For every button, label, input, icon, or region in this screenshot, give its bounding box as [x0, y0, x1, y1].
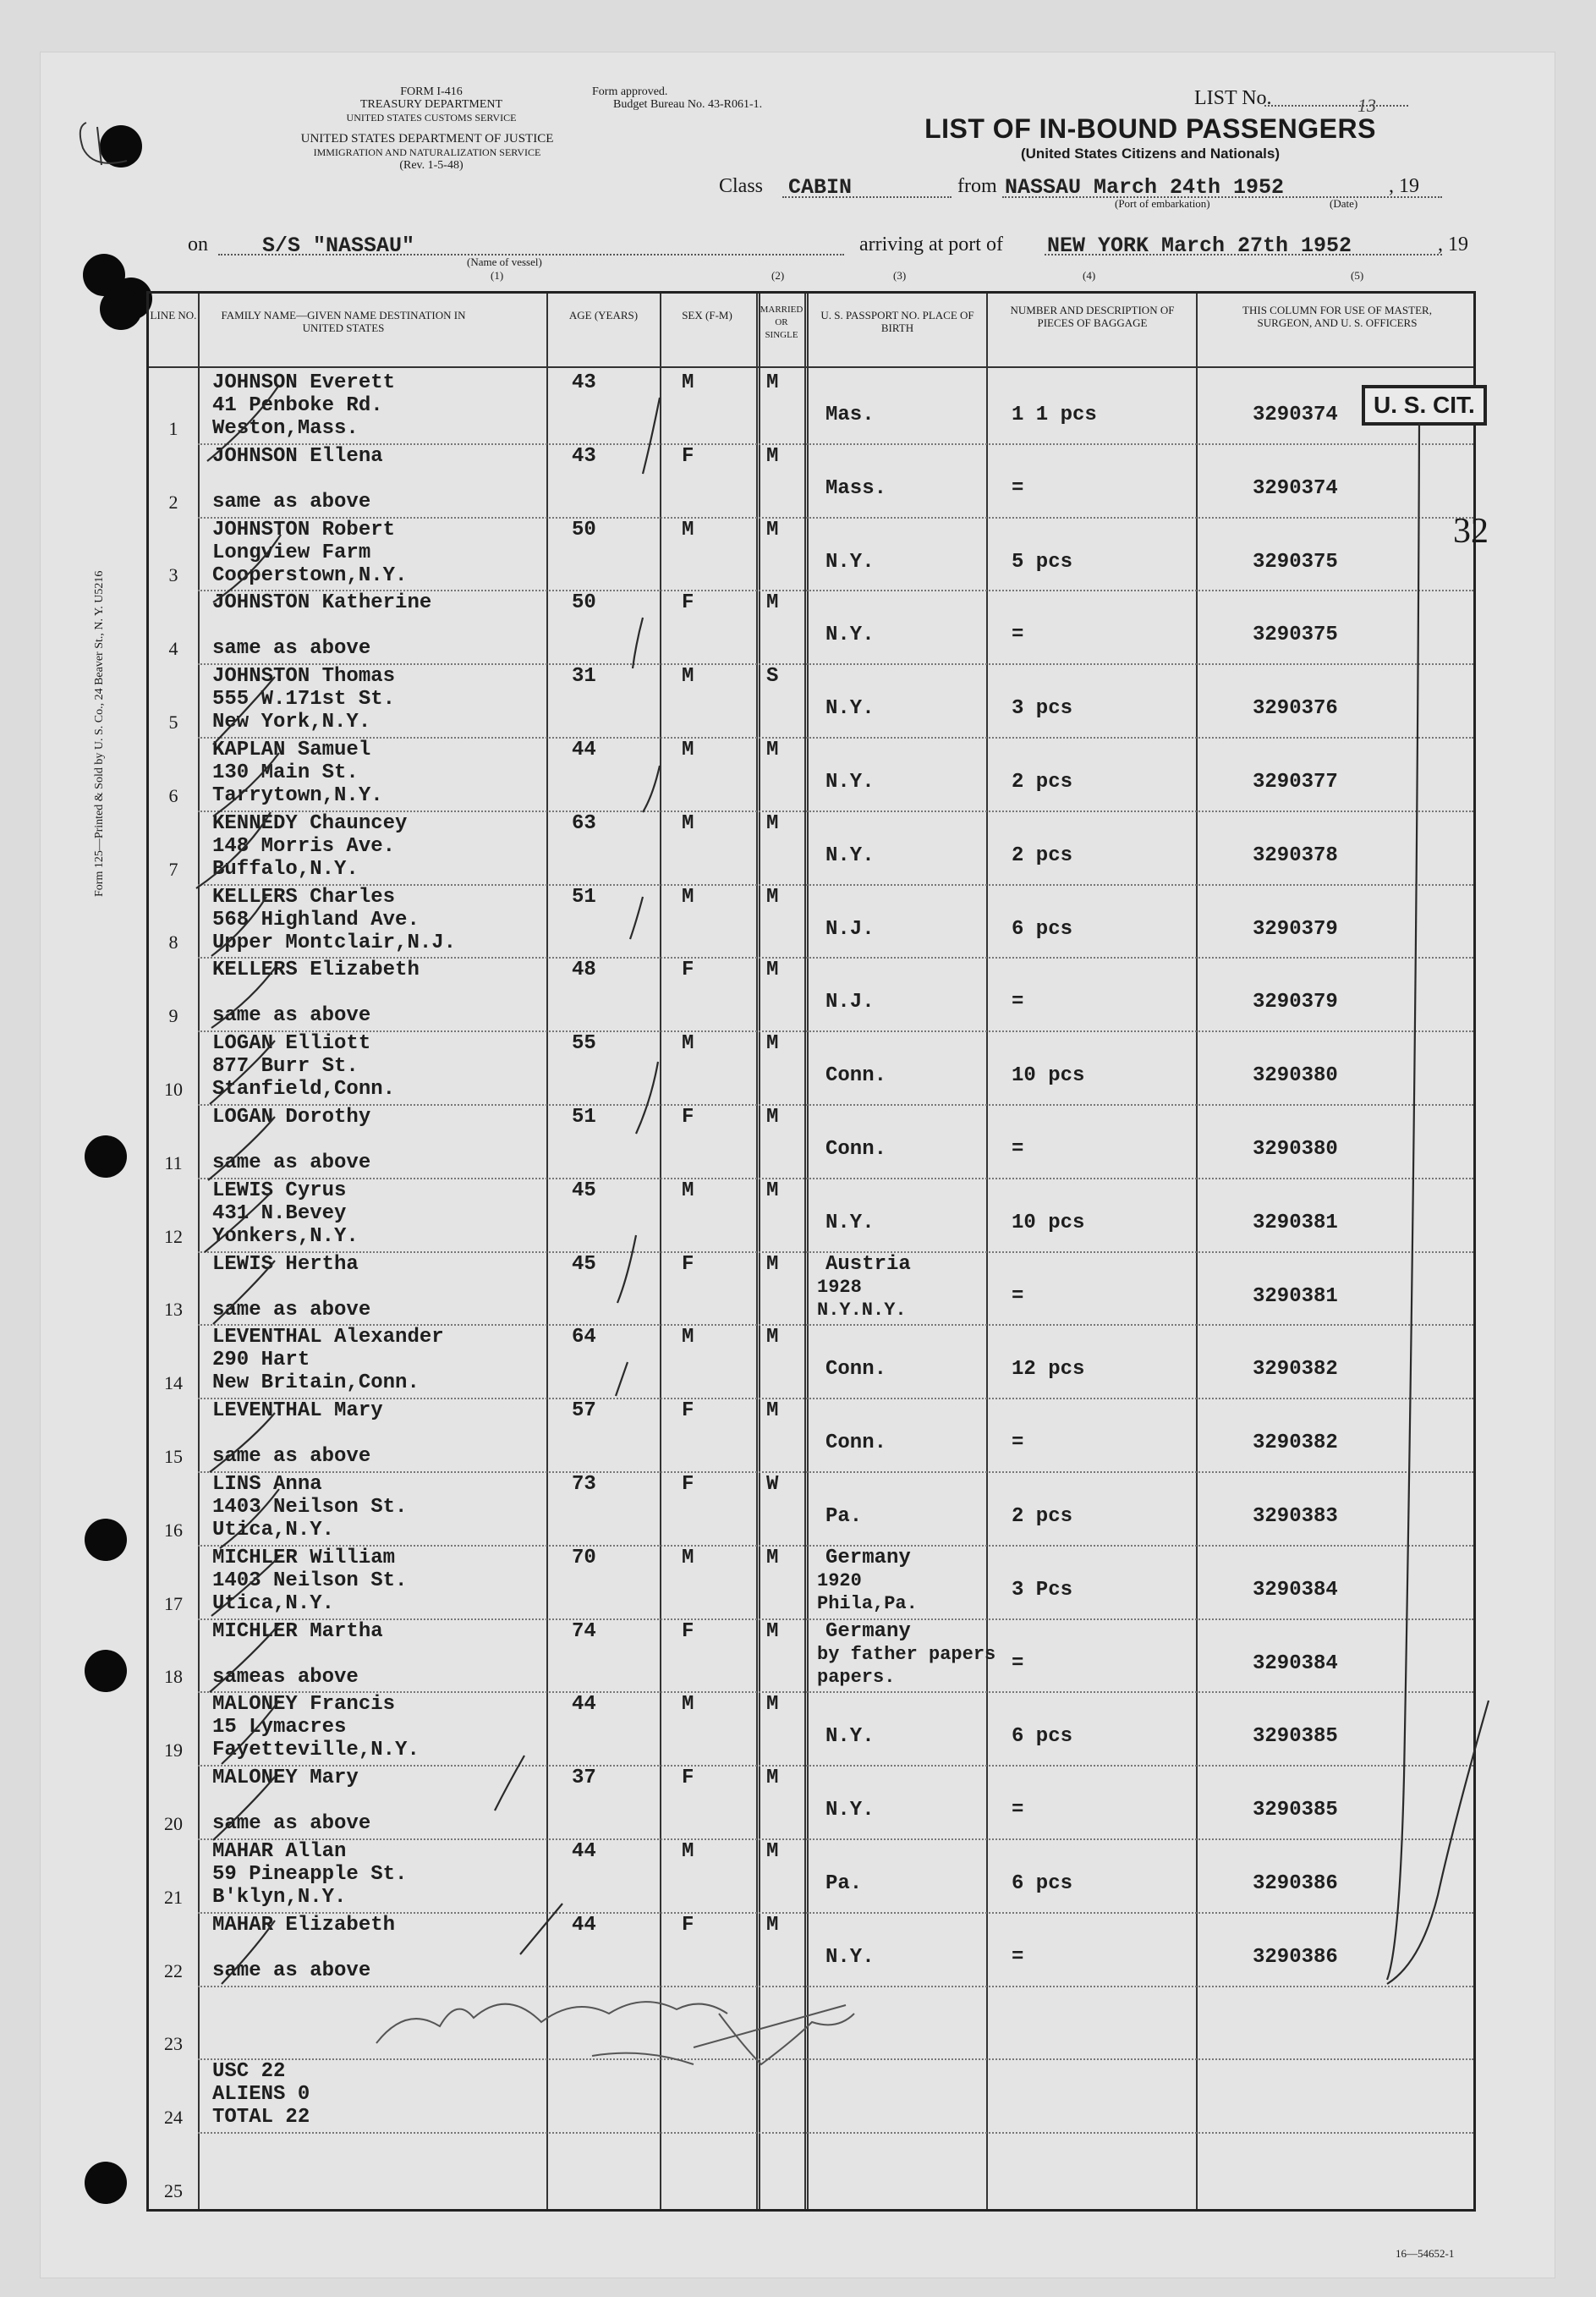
- place-of-birth-cell: N.Y.: [825, 1799, 875, 1822]
- marital-cell: M: [766, 1913, 779, 1937]
- marital-cell: M: [766, 959, 779, 982]
- baggage-cell: 3 pcs: [1012, 697, 1073, 721]
- age-cell: 31: [572, 665, 596, 689]
- baggage-cell: =: [1012, 1945, 1024, 1969]
- document-number-cell: 3290383: [1253, 1505, 1338, 1528]
- line-number: 7: [168, 858, 178, 880]
- marital-cell: M: [766, 1252, 779, 1276]
- col-num-5: (5): [1351, 269, 1364, 282]
- sex-cell: M: [682, 1840, 694, 1863]
- baggage-cell: 2 pcs: [1012, 1505, 1073, 1528]
- age-cell: 48: [572, 959, 596, 982]
- line-number: 4: [168, 638, 178, 660]
- place-of-birth-cell: Germany: [825, 1619, 911, 1643]
- col-num-3: (3): [893, 269, 907, 282]
- name-line-2: Longview Farm: [212, 541, 371, 564]
- name-line-3: Utica,N.Y.: [212, 1519, 335, 1541]
- name-line-2: 431 N.Bevey: [212, 1201, 347, 1225]
- dept-treasury: TREASURY DEPARTMENT: [359, 98, 503, 111]
- col-num-2: (2): [771, 269, 785, 282]
- place-of-birth-cell: N.Y.: [825, 550, 875, 574]
- name-line-2: 568 Highland Ave.: [212, 908, 420, 931]
- list-no-value: 13: [1357, 95, 1376, 116]
- sex-cell: M: [682, 1693, 694, 1717]
- arriving-value: NEW YORK March 27th 1952: [1047, 234, 1352, 258]
- marital-cell: M: [766, 518, 779, 541]
- sex-cell: M: [682, 371, 694, 394]
- name-line-1: MICHLER William: [212, 1546, 396, 1569]
- document-number-cell: 3290381: [1253, 1284, 1338, 1308]
- name-line-3: New Britain,Conn.: [212, 1371, 420, 1395]
- class-label: Class: [719, 175, 764, 197]
- name-line-3: Upper Montclair,N.J.: [212, 931, 457, 954]
- class-value: CABIN: [788, 175, 853, 200]
- sex-cell: M: [682, 885, 694, 909]
- name-line-1: JOHNSTON Thomas: [212, 665, 396, 689]
- on-label: on: [188, 234, 208, 256]
- name-line-2: 41 Penboke Rd.: [212, 394, 383, 417]
- arriving-label: arriving at port of: [859, 234, 1003, 256]
- marital-cell: M: [766, 885, 779, 909]
- document-number-cell: 3290382: [1253, 1358, 1338, 1382]
- vessel-note: (Name of vessel): [467, 256, 542, 268]
- from-value: NASSAU March 24th 1952: [1005, 175, 1285, 200]
- line-number: 6: [168, 784, 178, 806]
- age-cell: 43: [572, 371, 596, 394]
- marital-cell: M: [766, 1693, 779, 1717]
- baggage-cell: 10 pcs: [1012, 1064, 1085, 1088]
- document-number-cell: 3290384: [1253, 1578, 1338, 1602]
- name-line-2: 1403 Neilson St.: [212, 1569, 408, 1592]
- name-line-3: Utica,N.Y.: [212, 1591, 335, 1615]
- us-cit-stamp: U. S. CIT.: [1362, 385, 1487, 426]
- name-line-2: 15 Lymacres: [212, 1716, 347, 1739]
- place-of-birth-cell: Conn.: [825, 1064, 887, 1088]
- name-line-1: KELLERS Elizabeth: [212, 959, 420, 982]
- name-line-1: MALONEY Mary: [212, 1767, 359, 1790]
- age-cell: 45: [572, 1179, 596, 1202]
- col-header-sex: SEX (F-M): [682, 309, 732, 321]
- place-of-birth-extra: 1928: [817, 1276, 862, 1298]
- name-line-3: same as above: [212, 1445, 371, 1469]
- name-line-1: MICHLER Martha: [212, 1619, 383, 1643]
- age-cell: 37: [572, 1767, 596, 1790]
- place-of-birth-cell: N.Y.: [825, 1211, 875, 1234]
- line-number: 9: [168, 1005, 178, 1027]
- place-of-birth-cell: N.Y.: [825, 1945, 875, 1969]
- baggage-cell: 1 1 pcs: [1012, 404, 1097, 426]
- name-line-1: JOHNSON Ellena: [212, 444, 383, 468]
- name-line-3: New York,N.Y.: [212, 711, 371, 734]
- marital-cell: M: [766, 1106, 779, 1129]
- name-line-2: 148 Morris Ave.: [212, 834, 396, 858]
- document-number-cell: 3290381: [1253, 1211, 1338, 1234]
- document-number-cell: 3290375: [1253, 624, 1338, 647]
- col-header-age: AGE (YEARS): [568, 309, 639, 321]
- document-number-cell: 3290379: [1253, 917, 1338, 941]
- name-line-2: 290 Hart: [212, 1349, 310, 1372]
- age-cell: 55: [572, 1032, 596, 1056]
- document-number-cell: 3290385: [1253, 1799, 1338, 1822]
- col-header-baggage: NUMBER AND DESCRIPTION OF PIECES OF BAGGAGE: [1010, 304, 1175, 329]
- marital-cell: S: [766, 665, 779, 689]
- line-number: 8: [168, 931, 178, 953]
- sex-cell: M: [682, 1546, 694, 1569]
- place-of-birth-extra: Phila,Pa.: [817, 1592, 918, 1614]
- name-line-3: same as above: [212, 637, 371, 661]
- marital-cell: W: [766, 1473, 779, 1496]
- col-header-line: LINE NO.: [150, 309, 197, 321]
- place-of-birth-cell: Pa.: [825, 1872, 863, 1895]
- place-of-birth-extra: by father papers: [817, 1643, 996, 1665]
- age-cell: 64: [572, 1326, 596, 1349]
- line-number: 1: [168, 417, 178, 439]
- place-of-birth-cell: Mass.: [825, 476, 887, 500]
- sex-cell: M: [682, 1179, 694, 1202]
- col-num-4: (4): [1083, 269, 1096, 282]
- age-cell: 50: [572, 591, 596, 615]
- line-number: 16: [164, 1519, 183, 1541]
- margin-mark: [80, 123, 127, 165]
- name-line-3: same as above: [212, 1004, 371, 1028]
- marital-cell: M: [766, 1179, 779, 1202]
- document-number-cell: 3290375: [1253, 550, 1338, 574]
- age-cell: 45: [572, 1252, 596, 1276]
- dept-justice-sub: IMMIGRATION AND NATURALIZATION SERVICE: [313, 146, 541, 158]
- document-number-cell: 3290386: [1253, 1945, 1338, 1969]
- sex-cell: M: [682, 1326, 694, 1349]
- dept-justice: UNITED STATES DEPARTMENT OF JUSTICE: [300, 132, 554, 146]
- form-approved: Form approved.: [592, 85, 668, 98]
- name-line-3: B'klyn,N.Y.: [212, 1886, 347, 1909]
- baggage-cell: =: [1012, 1432, 1024, 1455]
- line-number: 24: [164, 2107, 183, 2129]
- place-of-birth-cell: Germany: [825, 1546, 911, 1569]
- sex-cell: F: [682, 1399, 694, 1423]
- sex-cell: M: [682, 665, 694, 689]
- place-of-birth-cell: Conn.: [825, 1358, 887, 1382]
- place-of-birth-cell: N.Y.: [825, 844, 875, 867]
- port-embark-note: (Port of embarkation): [1115, 197, 1210, 210]
- document-number-cell: 3290378: [1253, 844, 1338, 867]
- budget-bureau: Budget Bureau No. 43-R061-1.: [613, 98, 763, 111]
- baggage-cell: =: [1012, 1651, 1024, 1675]
- place-of-birth-cell: Mas.: [825, 404, 875, 426]
- name-line-3: sameas above: [212, 1665, 359, 1689]
- place-of-birth-cell: N.Y.: [825, 1725, 875, 1749]
- age-cell: 44: [572, 1913, 596, 1937]
- vessel-value: S/S "NASSAU": [262, 234, 415, 258]
- name-line-1: LINS Anna: [212, 1473, 322, 1496]
- name-line-1: MALONEY Francis: [212, 1693, 396, 1717]
- name-line-2: 130 Main St.: [212, 761, 359, 784]
- baggage-cell: 3 Pcs: [1012, 1578, 1073, 1602]
- line-number: 5: [168, 711, 178, 733]
- name-line-1: LOGAN Dorothy: [212, 1106, 371, 1129]
- col-header-married: MARRIED OR SINGLE: [760, 305, 803, 340]
- form-number: FORM I-416: [400, 85, 463, 98]
- name-line-1: KELLERS Charles: [212, 885, 396, 909]
- name-line-3: TOTAL 22: [212, 2106, 310, 2129]
- document-number-cell: 3290376: [1253, 697, 1338, 721]
- name-line-2: ALIENS 0: [212, 2083, 310, 2107]
- place-of-birth-cell: N.J.: [825, 917, 875, 941]
- name-line-1: JOHNSTON Robert: [212, 518, 396, 541]
- baggage-cell: 6 pcs: [1012, 1872, 1073, 1895]
- date-note: (Date): [1330, 197, 1358, 210]
- sex-cell: F: [682, 1913, 694, 1937]
- place-of-birth-cell: Conn.: [825, 1138, 887, 1161]
- place-of-birth-extra: N.Y.N.Y.: [817, 1299, 907, 1321]
- name-line-3: same as above: [212, 490, 371, 514]
- place-of-birth-cell: Pa.: [825, 1505, 863, 1528]
- document-number-cell: 3290374: [1253, 404, 1338, 426]
- revision: (Rev. 1-5-48): [399, 159, 463, 172]
- name-line-1: LOGAN Elliott: [212, 1032, 371, 1056]
- page-title: LIST OF IN-BOUND PASSENGERS: [924, 113, 1376, 144]
- marital-cell: M: [766, 1399, 779, 1423]
- name-line-2: 877 Burr St.: [212, 1055, 359, 1079]
- baggage-cell: 2 pcs: [1012, 771, 1073, 794]
- place-of-birth-cell: N.Y.: [825, 697, 875, 721]
- document-number-cell: 3290386: [1253, 1872, 1338, 1895]
- age-cell: 44: [572, 1840, 596, 1863]
- sex-cell: F: [682, 1619, 694, 1643]
- name-line-3: same as above: [212, 1151, 371, 1174]
- sex-cell: M: [682, 811, 694, 835]
- name-line-2: 1403 Neilson St.: [212, 1496, 408, 1519]
- age-cell: 43: [572, 444, 596, 468]
- document-number-cell: 3290374: [1253, 476, 1338, 500]
- age-cell: 70: [572, 1546, 596, 1569]
- document-number-cell: 3290380: [1253, 1064, 1338, 1088]
- line-number: 25: [164, 2179, 183, 2201]
- place-of-birth-cell: Austria: [825, 1252, 911, 1276]
- name-line-3: Yonkers,N.Y.: [212, 1224, 359, 1248]
- line-number: 15: [164, 1445, 183, 1467]
- name-line-1: LEVENTHAL Mary: [212, 1399, 383, 1423]
- name-line-1: LEWIS Hertha: [212, 1252, 359, 1276]
- checkmarks: [196, 385, 1489, 1984]
- name-line-3: same as above: [212, 1812, 371, 1836]
- marital-cell: M: [766, 811, 779, 835]
- name-line-3: Cooperstown,N.Y.: [212, 563, 408, 587]
- page-subtitle: (United States Citizens and Nationals): [1020, 146, 1281, 162]
- age-cell: 63: [572, 811, 596, 835]
- document-number-cell: 3290384: [1253, 1651, 1338, 1675]
- place-of-birth-cell: N.J.: [825, 991, 875, 1014]
- sex-cell: F: [682, 1473, 694, 1496]
- baggage-cell: =: [1012, 624, 1024, 647]
- baggage-cell: =: [1012, 1284, 1024, 1308]
- printer-imprint: Form 125—Printed & Sold by U. S. Co., 24 Beaver St., N. Y. U5216: [93, 570, 106, 897]
- col-header-passport: U. S. PASSPORT NO. PLACE OF BIRTH: [820, 309, 974, 334]
- line-number: 22: [164, 1959, 183, 1981]
- sex-cell: M: [682, 518, 694, 541]
- from-label: from: [957, 175, 997, 197]
- name-line-1: MAHAR Allan: [212, 1840, 347, 1863]
- baggage-cell: 5 pcs: [1012, 550, 1073, 574]
- marital-cell: M: [766, 1767, 779, 1790]
- sex-cell: F: [682, 1767, 694, 1790]
- marital-cell: M: [766, 371, 779, 394]
- name-line-3: Fayetteville,N.Y.: [212, 1739, 420, 1762]
- line-number: 19: [164, 1739, 183, 1761]
- age-cell: 73: [572, 1473, 596, 1496]
- place-of-birth-extra: 1920: [817, 1569, 862, 1591]
- document-number-cell: 3290380: [1253, 1138, 1338, 1161]
- name-line-3: Buffalo,N.Y.: [212, 857, 359, 881]
- sex-cell: M: [682, 1032, 694, 1056]
- name-line-3: same as above: [212, 1959, 371, 1982]
- name-line-1: LEWIS Cyrus: [212, 1179, 347, 1202]
- name-line-3: Stanfield,Conn.: [212, 1078, 396, 1102]
- baggage-cell: 10 pcs: [1012, 1211, 1085, 1234]
- name-line-1: KENNEDY Chauncey: [212, 811, 408, 835]
- sex-cell: F: [682, 959, 694, 982]
- place-of-birth-extra: papers.: [817, 1666, 896, 1688]
- marital-cell: M: [766, 1619, 779, 1643]
- name-line-1: JOHNSTON Katherine: [212, 591, 432, 615]
- footer-code: 16—54652-1: [1396, 2247, 1455, 2260]
- document-number-cell: 3290382: [1253, 1432, 1338, 1455]
- document-number-cell: 3290377: [1253, 771, 1338, 794]
- marital-cell: M: [766, 444, 779, 468]
- age-cell: 51: [572, 1106, 596, 1129]
- line-number: 20: [164, 1812, 183, 1834]
- place-of-birth-cell: N.Y.: [825, 624, 875, 647]
- baggage-cell: 6 pcs: [1012, 917, 1073, 941]
- list-no-label: LIST No.: [1194, 87, 1272, 109]
- name-line-1: LEVENTHAL Alexander: [212, 1326, 444, 1349]
- baggage-cell: =: [1012, 991, 1024, 1014]
- name-line-1: USC 22: [212, 2060, 286, 2084]
- place-of-birth-cell: N.Y.: [825, 771, 875, 794]
- document-number-cell: 3290385: [1253, 1725, 1338, 1749]
- name-line-2: 59 Pineapple St.: [212, 1863, 408, 1886]
- line-number: 3: [168, 564, 178, 586]
- line-number: 12: [164, 1225, 183, 1247]
- line-number: 13: [164, 1299, 183, 1321]
- age-cell: 51: [572, 885, 596, 909]
- baggage-cell: 12 pcs: [1012, 1358, 1085, 1382]
- baggage-cell: =: [1012, 476, 1024, 500]
- name-line-2: 555 W.171st St.: [212, 688, 396, 712]
- sex-cell: F: [682, 444, 694, 468]
- sex-cell: M: [682, 739, 694, 761]
- line-number: 10: [164, 1078, 183, 1100]
- marital-cell: M: [766, 591, 779, 615]
- marital-cell: M: [766, 1546, 779, 1569]
- col-header-name: FAMILY NAME—GIVEN NAME DESTINATION IN UNITED STATES: [221, 309, 466, 334]
- marital-cell: M: [766, 739, 779, 761]
- col-num-1: (1): [491, 269, 504, 282]
- line-number: 17: [164, 1592, 183, 1614]
- line-number: 18: [164, 1666, 183, 1688]
- line-number: 23: [164, 2033, 183, 2055]
- document-number-cell: 3290379: [1253, 991, 1338, 1014]
- line-number: 2: [168, 491, 178, 513]
- line-number: 21: [164, 1886, 183, 1908]
- baggage-cell: =: [1012, 1138, 1024, 1161]
- year-suffix: , 19: [1389, 175, 1419, 197]
- line-number: 14: [164, 1372, 183, 1394]
- baggage-cell: 6 pcs: [1012, 1725, 1073, 1749]
- place-of-birth-cell: Conn.: [825, 1432, 887, 1455]
- baggage-cell: =: [1012, 1799, 1024, 1822]
- baggage-cell: 2 pcs: [1012, 844, 1073, 867]
- dept-treasury-sub: UNITED STATES CUSTOMS SERVICE: [346, 112, 517, 124]
- signature: [376, 2002, 854, 2064]
- name-line-3: same as above: [212, 1298, 371, 1322]
- line-number: 11: [164, 1151, 183, 1173]
- age-cell: 57: [572, 1399, 596, 1423]
- age-cell: 44: [572, 1693, 596, 1717]
- age-cell: 44: [572, 739, 596, 761]
- name-line-3: Weston,Mass.: [212, 417, 359, 440]
- sex-cell: F: [682, 1106, 694, 1129]
- sex-cell: F: [682, 1252, 694, 1276]
- age-cell: 74: [572, 1619, 596, 1643]
- age-cell: 50: [572, 518, 596, 541]
- marital-cell: M: [766, 1032, 779, 1056]
- name-line-1: KAPLAN Samuel: [212, 739, 371, 761]
- sex-cell: F: [682, 591, 694, 615]
- page-number: 32: [1453, 512, 1489, 551]
- marital-cell: M: [766, 1326, 779, 1349]
- col-header-officers: THIS COLUMN FOR USE OF MASTER, SURGEON, AND U. S. OFFICERS: [1242, 304, 1432, 329]
- year-suffix-2: , 19: [1438, 234, 1468, 256]
- name-line-3: Tarrytown,N.Y.: [212, 784, 383, 807]
- name-line-1: MAHAR Elizabeth: [212, 1913, 396, 1937]
- name-line-1: JOHNSON Everett: [212, 371, 396, 394]
- marital-cell: M: [766, 1840, 779, 1863]
